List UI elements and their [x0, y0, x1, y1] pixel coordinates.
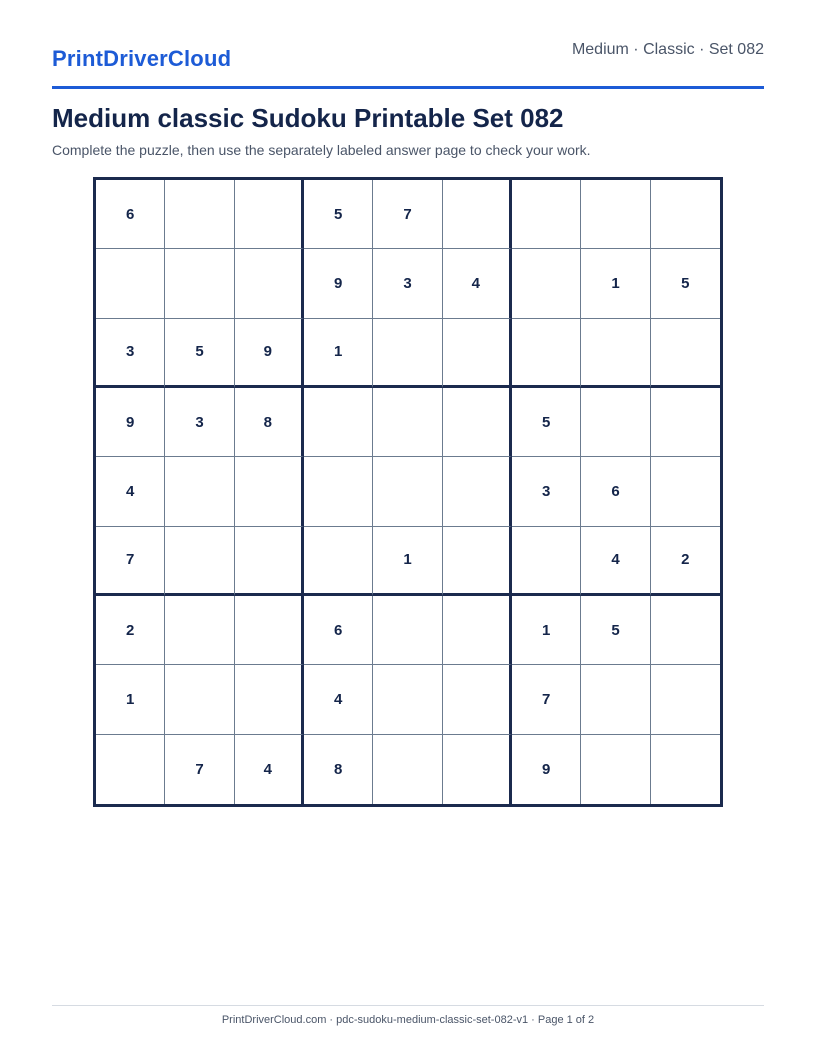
- sudoku-cell: 8: [304, 735, 373, 804]
- sudoku-cell: 4: [96, 457, 165, 526]
- sudoku-cell: 1: [304, 319, 373, 388]
- sudoku-cell: 1: [512, 596, 581, 665]
- sudoku-cell: [165, 527, 234, 596]
- sudoku-cell: [373, 388, 442, 457]
- sudoku-cell: [235, 665, 304, 734]
- sudoku-cell: 3: [512, 457, 581, 526]
- sudoku-cell: [235, 527, 304, 596]
- sudoku-cell: 4: [443, 249, 512, 318]
- sudoku-cell: [581, 319, 650, 388]
- sudoku-cell: [235, 596, 304, 665]
- sudoku-cell: [235, 249, 304, 318]
- sudoku-cell: 5: [512, 388, 581, 457]
- page-title: Medium classic Sudoku Printable Set 082: [52, 103, 564, 133]
- sudoku-cell: [512, 527, 581, 596]
- page-footer: PrintDriverCloud.com · pdc-sudoku-medium-classic-set-082-v1 · Page 1 of 2: [221, 1014, 595, 1026]
- sudoku-cell: [581, 180, 650, 249]
- sudoku-cell: 6: [304, 596, 373, 665]
- sudoku-cell: 5: [651, 249, 720, 318]
- sudoku-cell: 4: [581, 527, 650, 596]
- sudoku-cell: [443, 665, 512, 734]
- sudoku-cell: 5: [304, 180, 373, 249]
- sudoku-cell: [235, 180, 304, 249]
- sudoku-cell: 7: [373, 180, 442, 249]
- sudoku-grid: [93, 177, 723, 807]
- sudoku-cell: 9: [96, 388, 165, 457]
- sudoku-cell: [165, 180, 234, 249]
- sudoku-cell: [304, 527, 373, 596]
- sudoku-cell: [373, 665, 442, 734]
- sudoku-cell: [512, 319, 581, 388]
- sudoku-cell: 7: [96, 527, 165, 596]
- sudoku-cell: [651, 665, 720, 734]
- sudoku-cell: [96, 249, 165, 318]
- sudoku-cell: 4: [304, 665, 373, 734]
- sudoku-cell: [443, 527, 512, 596]
- sudoku-cell: [651, 735, 720, 804]
- sudoku-cell: 1: [581, 249, 650, 318]
- brand-logo: PrintDriverCloud: [52, 46, 232, 71]
- sudoku-cell: [165, 457, 234, 526]
- sudoku-cell: 3: [96, 319, 165, 388]
- sudoku-cell: [443, 180, 512, 249]
- sudoku-cell: [651, 388, 720, 457]
- sudoku-cell: 7: [165, 735, 234, 804]
- puzzle-meta: Medium · Classic · Set 082: [571, 41, 764, 58]
- sudoku-cell: [651, 180, 720, 249]
- sudoku-cell: [512, 249, 581, 318]
- sudoku-cell: 1: [96, 665, 165, 734]
- sudoku-cell: [235, 457, 304, 526]
- sudoku-cell: [443, 735, 512, 804]
- sudoku-cell: 6: [96, 180, 165, 249]
- sudoku-cell: [165, 596, 234, 665]
- sudoku-cell: 9: [512, 735, 581, 804]
- sudoku-cell: 6: [581, 457, 650, 526]
- page-subtitle: Complete the puzzle, then use the separately labeled answer page to check your work.: [52, 142, 591, 158]
- sudoku-cell: [304, 457, 373, 526]
- sudoku-cell: [373, 319, 442, 388]
- sudoku-cell: [443, 388, 512, 457]
- sudoku-cell: [96, 735, 165, 804]
- sudoku-cell: 5: [165, 319, 234, 388]
- sudoku-cell: [373, 735, 442, 804]
- sudoku-cell: [373, 596, 442, 665]
- sudoku-cell: 9: [235, 319, 304, 388]
- sudoku-cell: [373, 457, 442, 526]
- sudoku-cell: 2: [96, 596, 165, 665]
- sudoku-cell: 5: [581, 596, 650, 665]
- sudoku-cell: [581, 735, 650, 804]
- sudoku-cell: [443, 319, 512, 388]
- sudoku-cell: [581, 665, 650, 734]
- sudoku-cell: [165, 249, 234, 318]
- sudoku-cell: [304, 388, 373, 457]
- sudoku-cell: 3: [165, 388, 234, 457]
- page-header: [52, 38, 764, 89]
- sudoku-cell: [443, 457, 512, 526]
- sudoku-cell: 1: [373, 527, 442, 596]
- sudoku-cell: 3: [373, 249, 442, 318]
- sudoku-cell: [512, 180, 581, 249]
- sudoku-cell: [651, 596, 720, 665]
- sudoku-cell: [651, 319, 720, 388]
- sudoku-cell: [651, 457, 720, 526]
- sudoku-cell: [443, 596, 512, 665]
- sudoku-cell: [165, 665, 234, 734]
- sudoku-cell: 7: [512, 665, 581, 734]
- footer-divider: [52, 1005, 764, 1006]
- sudoku-cell: 4: [235, 735, 304, 804]
- sudoku-cell: 8: [235, 388, 304, 457]
- sudoku-cell: 2: [651, 527, 720, 596]
- sudoku-cell: 9: [304, 249, 373, 318]
- sudoku-cell: [581, 388, 650, 457]
